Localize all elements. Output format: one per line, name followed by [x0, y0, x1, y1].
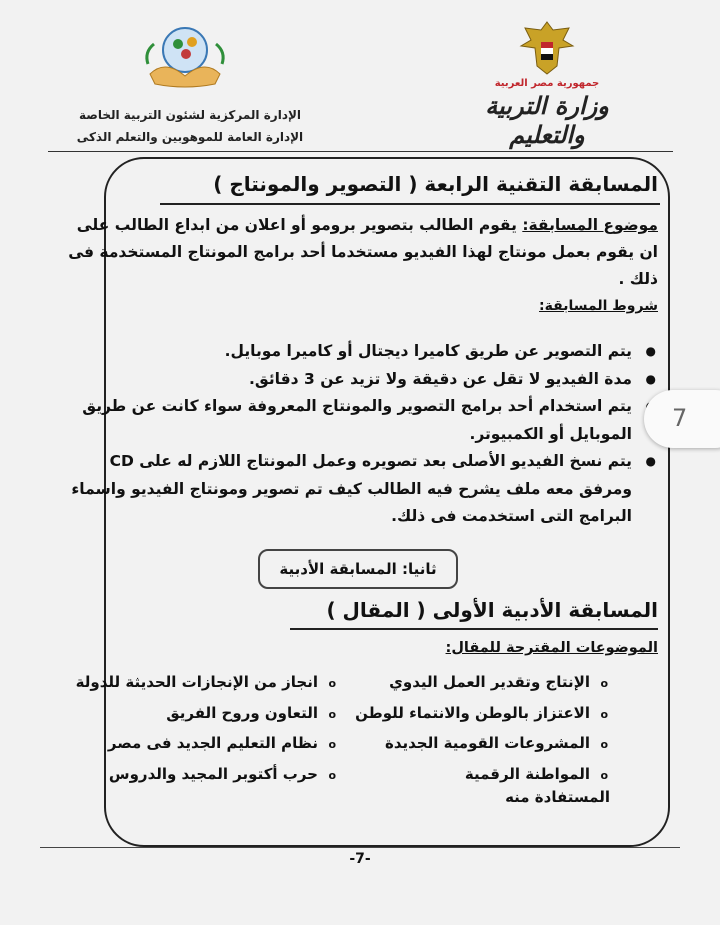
page-indicator-label: 7	[672, 404, 688, 432]
footer-divider	[40, 847, 680, 848]
page-indicator-tab[interactable]	[644, 390, 720, 448]
page-number: -7-	[349, 851, 371, 867]
list-item: o الاعتزاز بالوطن والانتماء للوطن	[360, 698, 610, 729]
section1-title-underline	[160, 203, 660, 205]
list-item: o نظام التعليم الجديد فى مصر	[48, 728, 338, 759]
topic-label: موضوع المسابقة:	[522, 216, 658, 234]
section1-title: المسابقة التقنية الرابعة ( التصوير والمونتاج )	[213, 172, 658, 196]
conditions-list	[68, 338, 658, 531]
list-item: ● يتم نسخ الفيديو الأصلى بعد تصويره وعمل المونتاج اللازم له على CD ومرفق معه ملف يشرح فيه الطالب كيف تم تصوير ومونتاج الفيديو واسماء البرامج التى استخدمت فى ذلك.	[68, 448, 658, 531]
list-item: o الإنتاج وتقدير العمل اليدوي	[360, 667, 610, 698]
topics-label: الموضوعات المقترحة للمقال:	[445, 640, 658, 656]
list-item: ● يتم استخدام أحد برامج التصوير والمونتاج المعروفة سواء كانت عن طريق الموبايل أو الكمبيوتر.	[68, 393, 658, 448]
list-item: o التعاون وروح الفريق	[48, 698, 338, 729]
list-item: ● مدة الفيديو لا تقل عن دقيقة ولا تزيد عن 3 دقائق.	[68, 366, 658, 394]
section2-title-underline	[290, 628, 658, 630]
admin-line-2: الإدارة العامة للموهوبين والتعلم الذكى	[76, 130, 304, 144]
topics-right-column	[355, 667, 610, 789]
administration-lines	[60, 104, 320, 148]
conditions-label: شروط المسابقة:	[539, 298, 658, 314]
ministry-logo	[472, 18, 622, 153]
ministry-name: وزارة التربية والتعليم	[485, 91, 609, 149]
list-item: ● يتم التصوير عن طريق كاميرا ديجتال أو كاميرا موبايل.	[68, 338, 658, 366]
topic-continuation: المستفادة منه	[505, 788, 610, 806]
list-item: o حرب أكتوبر المجيد والدروس	[48, 759, 338, 790]
competition-topic	[68, 212, 658, 320]
special-education-logo	[140, 24, 230, 94]
list-item: o المواطنة الرقمية	[360, 759, 610, 790]
admin-line-1: الإدارة المركزية لشئون التربية الخاصة	[78, 108, 302, 122]
literary-competition-badge: ثانيا: المسابقة الأدبية	[258, 549, 458, 589]
list-item: o المشروعات القومية الجديدة	[360, 728, 610, 759]
list-item: o انجاز من الإنجازات الحديثة للدولة	[48, 667, 338, 698]
ministry-subtitle: جمهورية مصر العربية	[494, 78, 600, 89]
section2-title: المسابقة الأدبية الأولى ( المقال )	[326, 598, 658, 622]
header-divider	[48, 151, 673, 152]
eagle-emblem-icon	[517, 18, 577, 76]
topics-left-column	[48, 667, 338, 789]
topic-text: يقوم الطالب بتصوير برومو أو اعلان من ابداع الطالب على ان يقوم بعمل مونتاج لهذا الفيديو مستخدما أحد برامج المونتاج المستخدمة فى ذلك .	[68, 216, 658, 288]
